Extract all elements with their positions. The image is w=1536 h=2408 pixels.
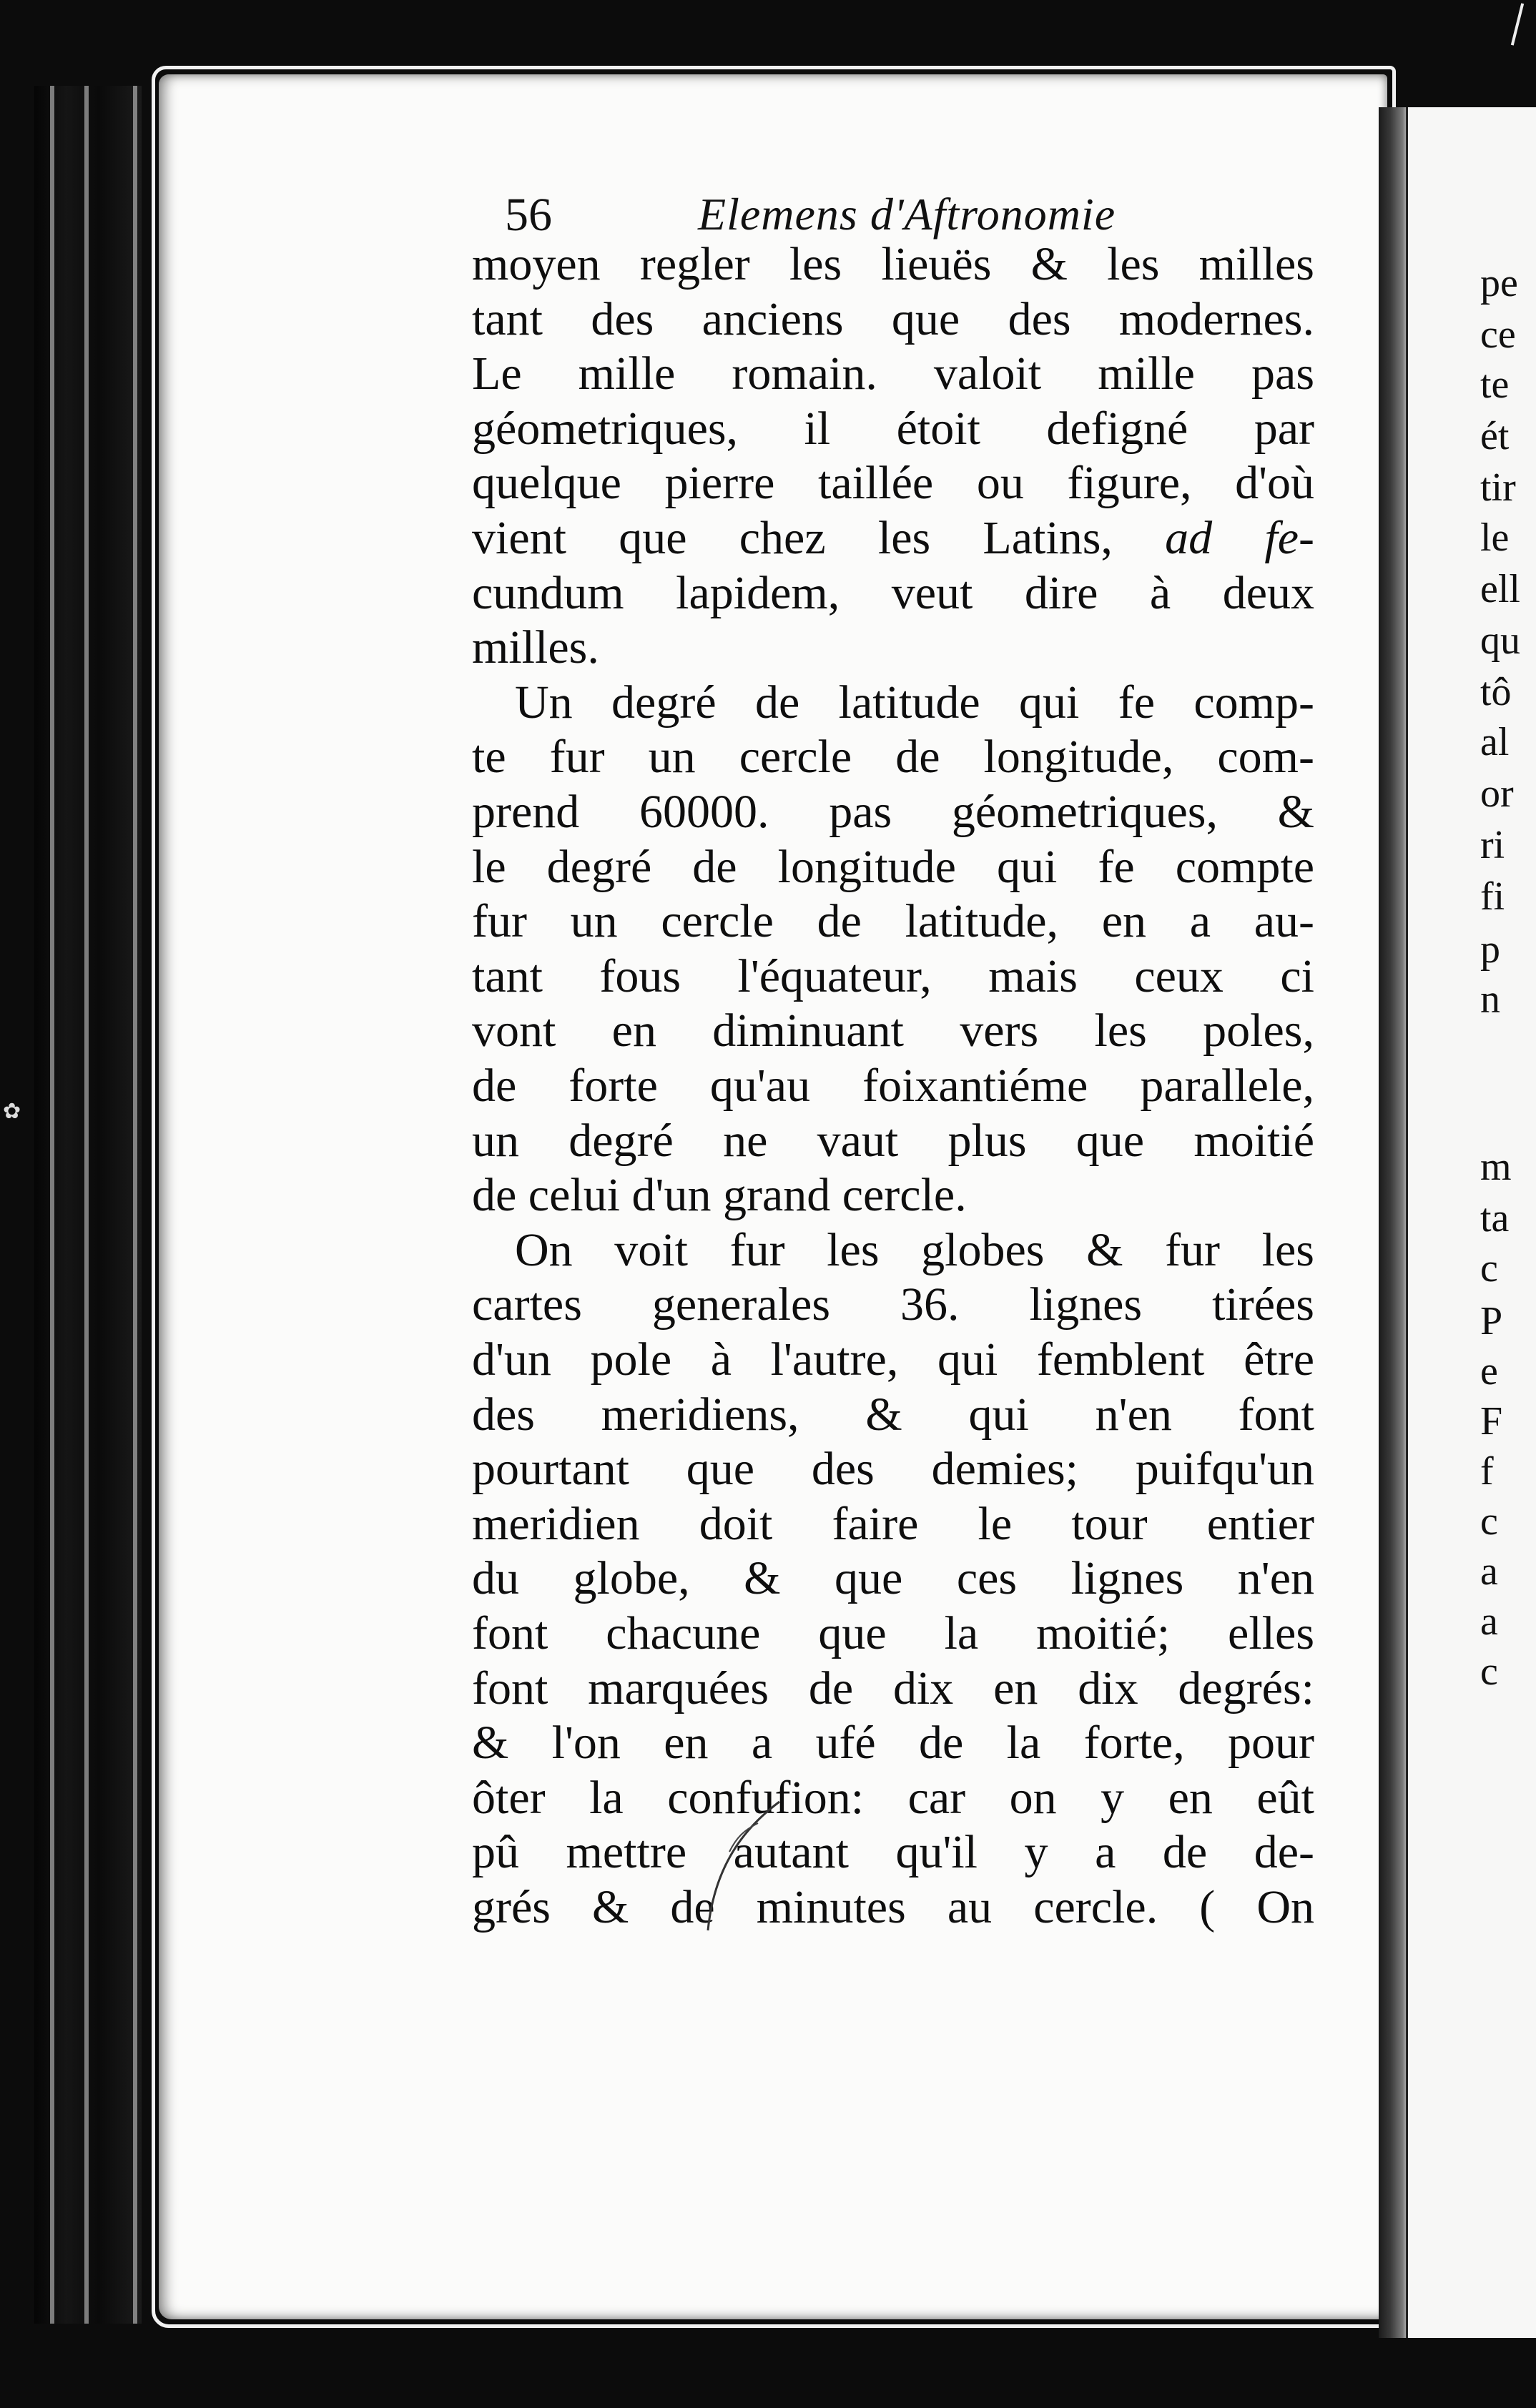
text-line: ôter la confufion: car on y en eût	[472, 1771, 1314, 1824]
text-line: cundum lapidem, veut dire à deux	[472, 566, 1314, 619]
scan-speck: ✿	[3, 1100, 21, 1123]
facing-text-fragment: P	[1480, 1299, 1503, 1343]
text-line: quelque pierre taillée ou figure, d'où	[472, 457, 1314, 510]
facing-text-fragment: c	[1480, 1246, 1498, 1291]
facing-text-fragment: ce	[1480, 312, 1516, 357]
facing-text-fragment: c	[1480, 1649, 1498, 1694]
binding-stripe	[84, 86, 89, 2324]
facing-text-fragment: c	[1480, 1499, 1498, 1544]
binding-stripe	[50, 86, 54, 2324]
facing-text-fragment: a	[1480, 1599, 1498, 1644]
facing-text-fragment: n	[1480, 977, 1500, 1022]
facing-text-fragment: le	[1480, 515, 1510, 560]
facing-text-fragment: qu	[1480, 618, 1520, 663]
facing-text-fragment: m	[1480, 1145, 1512, 1189]
text-line: d'un pole à l'autre, qui femblent être	[472, 1333, 1314, 1386]
text-line: vont en diminuant vers les poles,	[472, 1005, 1314, 1057]
text-line: géometriques, il étoit defigné par	[472, 402, 1314, 455]
text-line: prend 60000. pas géometriques, &	[472, 786, 1314, 838]
text-line: le degré de longitude qui fe compte	[472, 840, 1314, 893]
text-line: milles.	[472, 621, 599, 674]
text-line: fur un cercle de latitude, en a au-	[472, 895, 1314, 948]
facing-text-fragment: tô	[1480, 670, 1512, 714]
text-line: pû mettre autant qu'il y a de de-	[472, 1826, 1314, 1879]
pen-scribble	[686, 1795, 801, 1938]
book-binding-edge	[34, 86, 142, 2324]
text-line: te fur un cercle de longitude, com-	[472, 731, 1314, 784]
text-line: de forte qu'au foixantiéme parallele,	[472, 1060, 1314, 1112]
facing-text-fragment: tir	[1480, 465, 1516, 510]
facing-text-fragment: f	[1480, 1449, 1494, 1494]
facing-text-fragment: ta	[1480, 1196, 1510, 1240]
text-line: tant des anciens que des modernes.	[472, 292, 1314, 345]
facing-text-fragment: a	[1480, 1549, 1498, 1594]
scan-mark	[1511, 3, 1524, 45]
facing-text-fragment: ell	[1480, 567, 1520, 611]
text-line: moyen regler les lieuës & les milles	[472, 238, 1314, 290]
text-line: grés & de minutes au cercle. ( On	[472, 1881, 1314, 1933]
text-line: un degré ne vaut plus que moitié	[472, 1114, 1314, 1167]
text-line: vient que chez les Latins, ad fe-	[472, 512, 1314, 564]
facing-text-fragment: fi	[1480, 874, 1505, 919]
facing-text-fragment: e	[1480, 1349, 1498, 1393]
text-line: Le mille romain. valoit mille pas	[472, 347, 1314, 400]
facing-page	[1406, 107, 1536, 2338]
page-number: 56	[505, 189, 552, 241]
book-gutter	[1379, 107, 1409, 2338]
facing-text-fragment: al	[1480, 720, 1510, 764]
text-line: de celui d'un grand cercle.	[472, 1169, 967, 1222]
binding-stripe	[133, 86, 137, 2324]
text-line: On voit fur les globes & fur les	[515, 1223, 1314, 1276]
running-head: Elemens d'Aftronomie	[698, 189, 1116, 240]
facing-text-fragment: F	[1480, 1399, 1503, 1444]
facing-text-fragment: or	[1480, 771, 1514, 816]
italic-phrase: ad fe-	[1165, 512, 1314, 564]
text-line: font chacune que la moitié; elles	[472, 1607, 1314, 1659]
text-line: tant fous l'équateur, mais ceux ci	[472, 949, 1314, 1002]
facing-text-fragment: ri	[1480, 823, 1505, 867]
facing-text-fragment: te	[1480, 362, 1510, 407]
facing-text-fragment: pe	[1480, 261, 1518, 305]
facing-text-fragment: ét	[1480, 414, 1510, 458]
text-line: & l'on en a ufé de la forte, pour	[472, 1717, 1314, 1770]
text-line: font marquées de dix en dix degrés:	[472, 1662, 1314, 1714]
facing-text-fragment: p	[1480, 927, 1500, 972]
text-line: cartes generales 36. lignes tirées	[472, 1278, 1314, 1331]
text-line: pourtant que des demies; puifqu'un	[472, 1443, 1314, 1496]
text-line: du globe, & que ces lignes n'en	[472, 1552, 1314, 1605]
text-line: des meridiens, & qui n'en font	[472, 1388, 1314, 1441]
text-line: meridien doit faire le tour entier	[472, 1497, 1314, 1550]
text-line: Un degré de latitude qui fe comp-	[515, 676, 1314, 729]
